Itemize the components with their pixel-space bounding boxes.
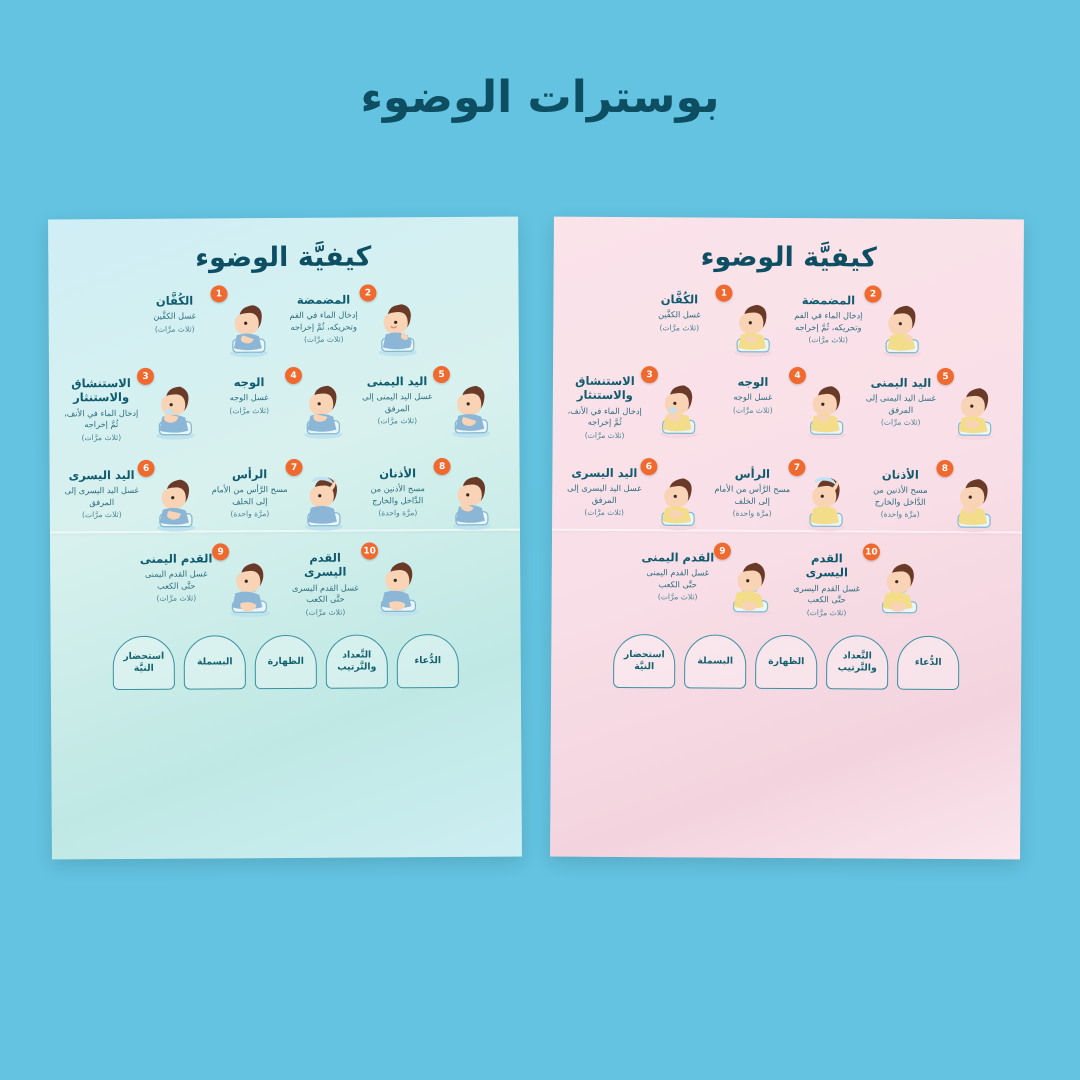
step-2-text <box>790 287 866 345</box>
page-title: بوسترات الوضوء <box>360 72 720 123</box>
step-count: (ثلاث مرَّات) <box>305 607 346 617</box>
poster-blue-steps-grid <box>48 278 520 621</box>
step-desc: مسح الأذنين من الدَّاخل والخارج <box>370 483 425 506</box>
pill-intention[interactable]: استحضار النيَّة <box>113 636 175 690</box>
step-badge: 3 <box>137 368 154 385</box>
step-10-text <box>789 545 865 617</box>
step-title: القدم اليمنى <box>139 551 213 566</box>
step-title: الكُفَّان <box>155 293 194 308</box>
step-title: المضمضة <box>296 292 351 307</box>
step-9-text <box>640 544 716 602</box>
figure-wipe-ears <box>436 460 506 534</box>
figure-rinse-mouth <box>866 287 936 361</box>
step-badge: 2 <box>864 285 881 302</box>
step-title: الأذنان <box>379 466 417 481</box>
step-8-text <box>360 460 436 518</box>
step-count: (ثلاث مرَّات) <box>82 510 122 520</box>
step-title: الاستنشاق والاستنثار <box>575 373 635 403</box>
step-badge: 5 <box>937 368 954 385</box>
step-6[interactable] <box>64 457 210 536</box>
figure-wash-right-arm <box>435 368 505 442</box>
poster-blue[interactable] <box>48 217 522 860</box>
step-count: (ثلاث مرَّات) <box>808 335 849 345</box>
step-row <box>566 456 1008 537</box>
step-desc: إدخال الماء في الأنف، ثُمَّ إخراجه <box>64 407 139 430</box>
step-desc: غسل الوجه <box>229 392 269 403</box>
step-title: القدم اليسرى <box>303 550 347 580</box>
step-4-text <box>211 369 287 415</box>
step-count: (ثلاث مرَّات) <box>156 593 197 604</box>
step-badge: 9 <box>714 543 731 560</box>
step-title: اليد اليمنى <box>366 374 428 389</box>
step-badge: 4 <box>285 367 302 384</box>
poster-pink-title: كيفيَّة الوضوء <box>700 241 877 274</box>
figure-wipe-head <box>790 461 860 535</box>
step-count: (مرَّة واحدة) <box>880 509 920 520</box>
step-count: (ثلاث مرَّات) <box>584 508 625 518</box>
poster-blue-title: كيفيَّة الوضوء <box>195 241 372 274</box>
step-title: الوجه <box>233 375 265 390</box>
step-title: الوجه <box>737 374 769 389</box>
step-badge: 8 <box>434 458 451 475</box>
step-count: (ثلاث مرَّات) <box>806 607 847 618</box>
step-count: (مرَّة واحدة) <box>732 509 772 519</box>
step-7[interactable] <box>714 457 860 536</box>
step-8-text <box>862 461 938 519</box>
step-badge: 6 <box>640 458 657 475</box>
pill-basmala[interactable]: البسملة <box>184 635 246 689</box>
step-row <box>64 456 506 537</box>
step-1[interactable] <box>640 282 787 361</box>
step-desc: غسل اليد اليمنى إلى المرفق <box>362 391 433 414</box>
step-1[interactable] <box>135 283 282 362</box>
step-row <box>567 282 1009 363</box>
pill-dua[interactable]: الدُّعاء <box>897 636 959 690</box>
step-row <box>62 282 504 363</box>
step-count: (مرَّة واحدة) <box>378 508 418 518</box>
step-desc: إدخال الماء في الفم وتحريكه، ثُمَّ إخراجه <box>289 309 358 332</box>
figure-wash-left-arm <box>140 461 210 535</box>
figure-wash-left-arm <box>642 460 712 534</box>
step-row <box>64 540 506 621</box>
step-badge: 5 <box>433 366 450 383</box>
step-title: الكُفَّان <box>660 292 699 307</box>
pill-order[interactable]: التَّعداد والتَّرتيب <box>826 635 888 689</box>
step-9[interactable] <box>137 541 284 620</box>
step-title: الأذنان <box>881 467 919 482</box>
step-badge: 7 <box>788 459 805 476</box>
step-badge: 6 <box>138 460 155 477</box>
figure-wipe-head <box>288 461 358 535</box>
step-count: (مرَّة واحدة) <box>230 509 270 519</box>
step-count: (ثلاث مرَّات) <box>229 405 270 416</box>
poster-pink[interactable] <box>550 217 1024 860</box>
step-title: الرأس <box>734 466 771 481</box>
step-2[interactable] <box>284 282 431 361</box>
step-5-text <box>359 368 435 426</box>
step-badge: 2 <box>359 284 376 301</box>
figure-rinse-mouth <box>361 286 431 360</box>
pill-order[interactable]: التَّعداد والتَّرتيب <box>326 634 388 688</box>
step-9[interactable] <box>639 540 786 619</box>
step-3[interactable] <box>567 364 713 443</box>
pill-purity[interactable]: الظهارة <box>255 635 317 689</box>
step-1-text <box>136 287 212 333</box>
step-5[interactable] <box>359 364 505 443</box>
step-count: (ثلاث مرَّات) <box>154 324 195 334</box>
step-badge: 8 <box>936 460 953 477</box>
step-desc: مسح الأذنين من الدَّاخل والخارج <box>873 484 928 507</box>
figure-sniff-water <box>643 368 713 442</box>
step-2[interactable] <box>789 283 936 362</box>
step-title: القدم اليسرى <box>805 551 849 580</box>
step-title: الرأس <box>231 467 268 482</box>
poster-pink-conditions-row <box>551 634 1021 691</box>
pill-purity[interactable]: الظهارة <box>755 635 817 689</box>
step-desc: غسل القدم اليمنى حتَّى الكعب <box>646 567 710 590</box>
step-row <box>566 540 1008 621</box>
step-7[interactable] <box>212 457 358 536</box>
step-9-text <box>138 545 214 603</box>
pill-basmala[interactable]: البسملة <box>684 634 746 688</box>
step-desc: إدخال الماء في الفم وتحريكه، ثُمَّ إخراجه <box>794 310 863 333</box>
step-count: (ثلاث مرَّات) <box>81 432 122 442</box>
step-6[interactable] <box>566 456 712 535</box>
poster-blue-conditions-row <box>51 634 521 691</box>
step-10-text <box>287 545 363 617</box>
step-count: (ثلاث مرَّات) <box>303 334 344 345</box>
step-7-text <box>714 461 790 519</box>
step-badge: 10 <box>361 542 378 559</box>
figure-wash-right-arm <box>939 370 1009 444</box>
step-row <box>567 364 1009 445</box>
step-8[interactable] <box>360 456 506 535</box>
figure-wash-left-foot <box>363 544 433 618</box>
step-count: (ثلاث مرَّات) <box>880 417 921 428</box>
step-row <box>63 364 505 445</box>
pill-dua[interactable]: الدُّعاء <box>397 634 459 688</box>
step-desc: إدخال الماء في الأنف، ثُمَّ إخراجه <box>567 405 642 428</box>
figure-wash-face <box>287 369 357 443</box>
step-title: اليد اليسرى <box>571 465 638 481</box>
step-6-text <box>64 462 140 520</box>
step-badge: 7 <box>286 459 303 476</box>
step-count: (ثلاث مرَّات) <box>584 430 625 440</box>
step-desc: غسل الكفَّين <box>658 309 701 320</box>
step-5[interactable] <box>863 365 1009 444</box>
step-title: القدم اليمنى <box>641 550 715 565</box>
step-5-text <box>863 369 939 427</box>
step-desc: مسح الرَّأس من الأمام إلى الخلف <box>714 483 791 506</box>
step-count: (ثلاث مرَّات) <box>657 592 698 602</box>
step-3[interactable] <box>63 365 209 444</box>
figure-wash-hands <box>717 287 787 361</box>
step-title: اليد اليمنى <box>870 375 932 390</box>
step-4-text <box>715 369 791 415</box>
step-7-text <box>212 461 288 519</box>
step-desc: غسل القدم اليسرى حتَّى الكعب <box>291 582 359 605</box>
step-title: اليد اليسرى <box>68 467 135 483</box>
step-2-text <box>285 287 361 345</box>
figure-wash-right-foot <box>716 545 786 619</box>
step-desc: مسح الرَّأس من الأمام إلى الخلف <box>211 484 288 507</box>
pill-intention[interactable]: استحضار النيَّة <box>613 634 675 688</box>
step-badge: 10 <box>863 543 880 560</box>
step-badge: 4 <box>789 367 806 384</box>
step-desc: غسل القدم اليسرى حتَّى الكعب <box>793 582 861 605</box>
step-desc: غسل الوجه <box>733 392 773 403</box>
poster-pink-steps-grid <box>552 278 1024 621</box>
figure-wash-hands <box>212 287 282 361</box>
step-3-text <box>63 370 139 442</box>
figure-wash-right-foot <box>214 545 284 619</box>
step-badge: 1 <box>210 285 227 302</box>
step-count: (ثلاث مرَّات) <box>377 416 418 426</box>
step-4[interactable] <box>211 365 357 444</box>
step-1-text <box>641 286 717 332</box>
figure-sniff-water <box>139 369 209 443</box>
step-4[interactable] <box>715 365 861 444</box>
step-8[interactable] <box>862 457 1008 536</box>
step-6-text <box>566 460 642 518</box>
figure-wash-left-foot <box>865 545 935 619</box>
step-badge: 9 <box>212 543 229 560</box>
step-desc: غسل اليد اليسرى إلى المرفق <box>64 485 139 508</box>
step-count: (ثلاث مرَّات) <box>732 405 773 415</box>
step-3-text <box>567 368 643 440</box>
figure-wipe-ears <box>938 462 1008 536</box>
step-title: المضمضة <box>801 293 856 308</box>
step-count: (ثلاث مرَّات) <box>659 323 700 333</box>
step-desc: غسل اليد اليسرى إلى المرفق <box>567 483 642 505</box>
step-badge: 3 <box>641 366 658 383</box>
step-10[interactable] <box>286 540 433 619</box>
step-desc: غسل اليد اليمنى إلى المرفق <box>865 392 936 415</box>
step-10[interactable] <box>788 541 935 620</box>
step-desc: غسل القدم اليمنى حتَّى الكعب <box>144 568 208 591</box>
step-title: الاستنشاق والاستنثار <box>71 375 131 405</box>
step-desc: غسل الكفَّين <box>153 310 196 322</box>
step-badge: 1 <box>715 285 732 302</box>
figure-wash-face <box>791 369 861 443</box>
